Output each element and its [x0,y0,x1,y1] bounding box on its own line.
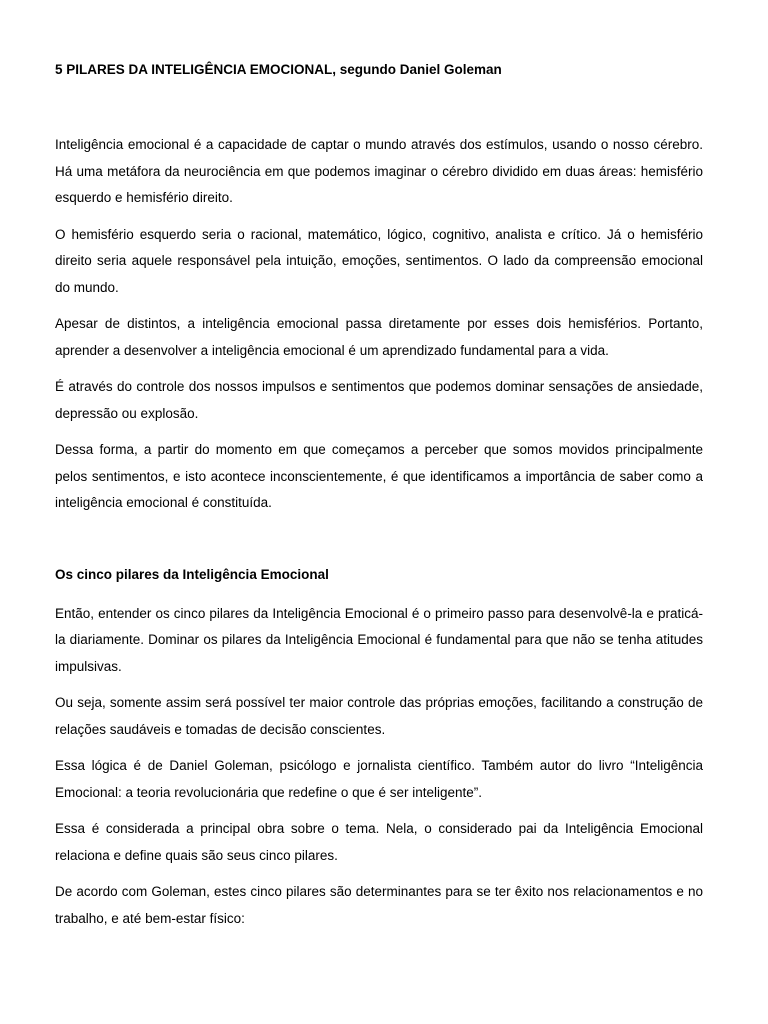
spacer [55,527,703,566]
intro-paragraph-4: É através do controle dos nossos impulsos e sentimentos que podemos dominar sensações de ansiedade, depressão ou explosão. [55,379,703,421]
intro-paragraph-3: Apesar de distintos, a inteligência emocional passa diretamente por esses dois hemisférios. Portanto, aprender a desenvolver a inteligência emocional é um aprendizado fundamental para a vida. [55,316,703,358]
intro-paragraph-1: Inteligência emocional é a capacidade de captar o mundo através dos estímulos, usando o nosso cérebro. Há uma metáfora da neurociência em que podemos imaginar o cérebro dividido em duas áreas: hemisfério esquerdo e hemisfério direito. [55,137,703,205]
spacer [55,79,703,132]
section-paragraph-2: Ou seja, somente assim será possível ter maior controle das próprias emoções, facilitando a construção de relações saudáveis e tomadas de decisão conscientes. [55,695,703,737]
section-paragraph-3: Essa lógica é de Daniel Goleman, psicólogo e jornalista científico. Também autor do livro “Inteligência Emocional: a teoria revolucionária que redefine o que é ser inteligente”. [55,758,703,800]
section-paragraph-1: Então, entender os cinco pilares da Inteligência Emocional é o primeiro passo para desenvolvê-la e praticá-la diariamente. Dominar os pilares da Inteligência Emocional é fundamental para que não se tenha atitudes impulsivas. [55,605,703,674]
section-heading: Os cinco pilares da Inteligência Emocional [55,566,329,582]
section-paragraph-5: De acordo com Goleman, estes cinco pilares são determinantes para se ter êxito nos relacionamentos e no trabalho, e até bem-estar físico: [55,884,703,926]
intro-paragraph-5: Dessa forma, a partir do momento em que começamos a perceber que somos movidos principalmente pelos sentimentos, e isto acontece inconscientemente, é que identificamos a importância de saber como a inteligência emocional é constituída. [55,442,703,510]
document-body [55,61,703,942]
section-paragraph-4: Essa é considerada a principal obra sobre o tema. Nela, o considerado pai da Inteligência Emocional relaciona e define quais são seus cinco pilares. [55,821,703,863]
document-title: 5 PILARES DA INTELIGÊNCIA EMOCIONAL, segundo Daniel Goleman [55,62,502,77]
intro-paragraph-2: O hemisfério esquerdo seria o racional, matemático, lógico, cognitivo, analista e crítico. Já o hemisfério direito seria aquele responsável pela intuição, emoções, sentimentos. O lado da compreensão emocional do mundo. [55,226,703,295]
